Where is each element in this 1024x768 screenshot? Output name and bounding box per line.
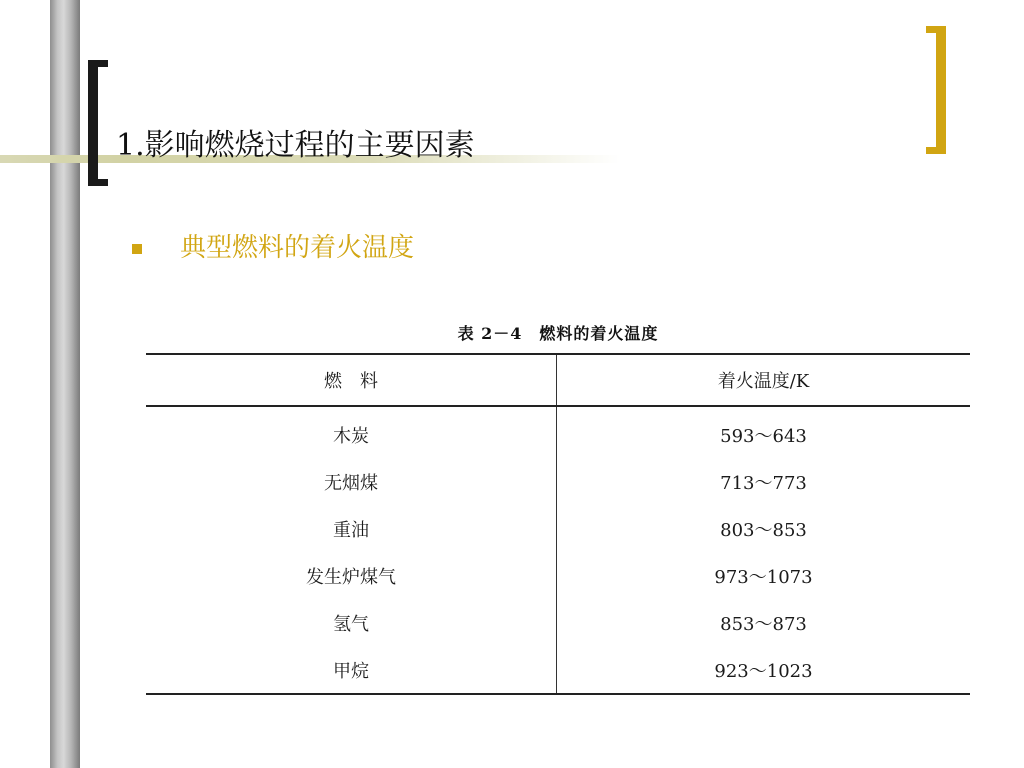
table-header-row	[146, 354, 970, 406]
header-ignition-temperature: 着火温度/K	[557, 354, 971, 406]
fuel-cell: 发生炉煤气	[146, 552, 557, 599]
temperature-cell: 973～1073	[714, 566, 813, 588]
fuel-cell: 氢气	[146, 599, 557, 646]
table-caption: 表 2－4 燃料的着火温度	[457, 324, 659, 343]
fuel-cell: 重油	[146, 505, 557, 552]
fuel-cell: 木炭	[146, 406, 557, 458]
temperature-cell: 803～853	[720, 519, 807, 541]
table-row	[146, 458, 970, 505]
temperature-cell: 853～873	[720, 613, 807, 635]
side-bar-decoration	[50, 0, 80, 768]
temperature-cell: 593～643	[720, 425, 807, 447]
bullet-text: 典型燃料的着火温度	[180, 233, 415, 263]
fuel-cell: 甲烷	[146, 646, 557, 694]
ignition-temperature-table	[146, 353, 970, 695]
left-bracket-decoration	[88, 60, 108, 186]
temperature-cell: 713～773	[720, 472, 807, 494]
table-row	[146, 599, 970, 646]
temperature-cell: 923～1023	[557, 646, 971, 694]
fuel-cell: 无烟煤	[146, 458, 557, 505]
bullet-square-icon	[132, 244, 142, 254]
table-row	[146, 406, 970, 458]
slide-title: 1.影响燃烧过程的主要因素	[116, 128, 475, 163]
header-fuel: 燃 料	[146, 354, 557, 406]
table-row	[146, 552, 970, 599]
right-bracket-decoration	[926, 26, 946, 154]
table-row	[146, 646, 970, 694]
table-row	[146, 505, 970, 552]
